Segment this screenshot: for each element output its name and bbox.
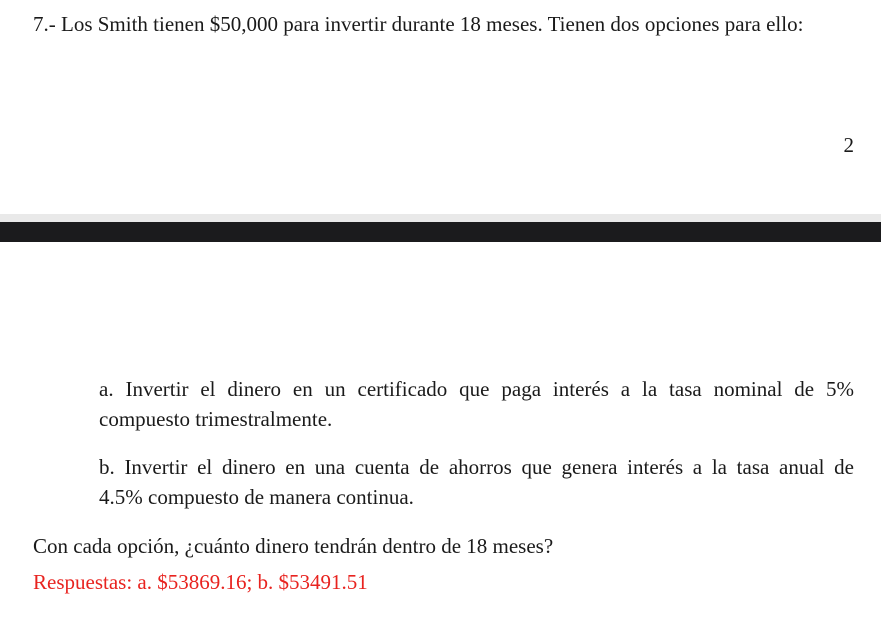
option-a-line-2: compuesto trimestralmente. bbox=[99, 407, 333, 431]
option-b-line-2: 4.5% compuesto de manera continua. bbox=[99, 485, 414, 509]
option-b-line-1: b. Invertir el dinero en una cuenta de ahorros que genera interés a la tasa anual de bbox=[99, 455, 854, 479]
answers-text: Respuestas: a. $53869.16; b. $53491.51 bbox=[33, 570, 368, 594]
page-gap bbox=[0, 214, 881, 222]
question-text: Con cada opción, ¿cuánto dinero tendrán dentro de 18 meses? bbox=[33, 534, 554, 558]
page-separator bbox=[0, 222, 881, 242]
problem-statement: 7.- Los Smith tienen $50,000 para invertir durante 18 meses. Tienen dos opciones para ello: bbox=[33, 12, 804, 36]
option-a bbox=[99, 374, 854, 434]
page-number: 2 bbox=[843, 133, 854, 157]
option-a-line-1: a. Invertir el dinero en un certificado que paga interés a la tasa nominal de 5% bbox=[99, 377, 854, 401]
option-b bbox=[99, 452, 854, 512]
document-page-top bbox=[0, 0, 881, 214]
